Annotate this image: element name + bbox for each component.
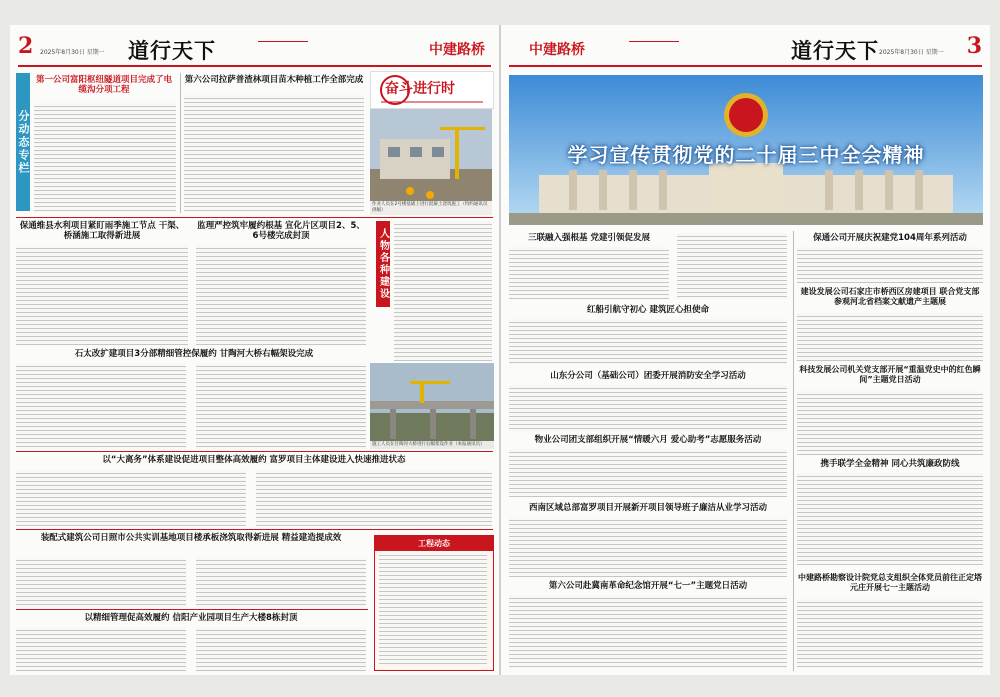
right-page	[501, 25, 990, 675]
left-sidebar-label-2: 人物各种建设	[376, 221, 390, 307]
left-date-line: 2025年8月30日 星期一	[40, 49, 105, 56]
feature-badge	[370, 71, 494, 109]
article-r7-body	[797, 247, 983, 283]
headline-h2: 第六公司拉萨普渣林项目苗木种植工作全部完成	[184, 75, 364, 85]
section-rule	[16, 609, 368, 610]
right-section-title: 中建路桥	[529, 42, 585, 58]
headline-h3: 保通维县水利项目紧盯雨季施工节点 干渠、桥涵施工取得新进展	[19, 221, 185, 242]
article-h7-body-2	[196, 557, 366, 607]
article-h2-body	[184, 95, 364, 213]
article-h8-body-2	[196, 627, 366, 671]
headline-h1: 第一公司富阳枢纽隧道项目完成了电缆沟分项工程	[35, 75, 172, 96]
left-page	[10, 25, 499, 675]
right-page-number: 3	[966, 33, 982, 59]
article-h5-body	[16, 363, 186, 449]
headline-r1: 三联融入强根基 党建引领促发展	[528, 233, 650, 243]
headline-r11: 中建路桥勘察设计院党总支组织全体党员前往正定塔元庄开展七一主题活动	[798, 573, 982, 592]
article-r10-body	[797, 473, 983, 565]
headline-h6: 以“大离务”体系建设促进项目整体高效履约 富罗项目主体建设进入快速推进状态	[102, 455, 406, 465]
headline-r5: 西南区域总部富罗项目开展新开项目领导班子廉洁从业学习活动	[528, 503, 767, 513]
column-divider	[793, 231, 794, 671]
left-header	[18, 31, 491, 67]
section-rule	[16, 451, 493, 452]
headline-r9: 科技发展公司机关党支部开展“重温党史中的红色瞬间”主题党日活动	[799, 365, 981, 384]
article-r5-body	[509, 517, 787, 577]
article-h1-body	[34, 103, 176, 213]
headline-r7: 保通公司开展庆祝建党104周年系列活动	[813, 233, 967, 243]
article-r6-body	[509, 595, 787, 669]
headline-r10: 携手联学全金精神 同心共筑廉政防线	[820, 459, 960, 469]
article-r1-body-2	[677, 233, 787, 299]
headline-r4: 物业公司团支部组织开展“情暖六月 爱心助考”志愿服务活动	[534, 435, 762, 445]
article-h8-body	[16, 627, 186, 671]
banner-title: 学习宣传贯彻党的二十届三中全会精神	[567, 143, 925, 167]
article-h3-body	[16, 245, 188, 345]
article-r4-body	[509, 449, 787, 497]
article-r2-body	[509, 319, 787, 365]
article-r1-body	[509, 247, 669, 299]
right-header-divider	[629, 41, 679, 42]
photo-construction-image	[370, 109, 492, 215]
badge-label: 奋斗进行时	[385, 81, 455, 97]
headline-r3: 山东分公司（基础公司）团委开展消防安全学习活动	[550, 371, 746, 381]
banner	[509, 75, 983, 225]
headline-r8: 建设发展公司石家庄市桥西区房建项目 联合党支部参观河北省档案文献遗产主题展	[800, 287, 980, 306]
headline-h5: 石太改扩建项目3分部精细管控保履约 甘陶河大桥右幅架设完成	[74, 349, 314, 359]
left-page-number: 2	[18, 33, 34, 59]
article-r9-body	[797, 391, 983, 455]
article-h6-body-2	[256, 470, 492, 526]
right-header	[509, 31, 982, 67]
sidebar-2-body	[394, 221, 492, 361]
left-header-divider	[258, 41, 308, 42]
article-r3-body	[509, 385, 787, 431]
photo-construction-site	[370, 109, 492, 215]
article-h4-body	[196, 245, 366, 345]
article-r8-body	[797, 313, 983, 361]
work-news-box	[374, 535, 494, 671]
left-masthead: 道行天下	[128, 38, 216, 63]
work-box-title: 工程动态	[375, 536, 493, 551]
article-h7-body	[16, 557, 186, 607]
section-rule	[16, 217, 493, 218]
column-divider	[180, 73, 181, 213]
left-sidebar-label-1: 分动态专栏	[16, 73, 30, 211]
photo-bridge-image	[370, 363, 494, 449]
work-box-body	[379, 552, 487, 664]
headline-r2: 红船引航守初心 建筑匠心担使命	[587, 305, 709, 315]
photo-bridge	[370, 363, 494, 449]
headline-r6: 第六公司赴冀南革命纪念馆开展“七一”主题党日活动	[548, 581, 748, 591]
article-h5-body-2	[196, 363, 366, 449]
right-date-line: 2025年8月30日 星期一	[879, 49, 944, 56]
right-masthead: 道行天下	[791, 38, 879, 63]
article-h6-body	[16, 470, 246, 526]
headline-h8: 以精细管理促高效履约 信阳产业园项目生产大楼8栋封顶	[84, 613, 298, 623]
section-rule	[16, 529, 493, 530]
headline-h7: 装配式建筑公司日照市公共实训基地项目楼承板浇筑取得新进展 精益建造提成效	[40, 533, 342, 543]
caption-3: 施工人员在甘陶河大桥进行右幅架设作业（本报通讯员）	[370, 441, 494, 449]
left-section-title: 中建路桥	[429, 42, 485, 58]
article-r11-body	[797, 599, 983, 669]
headline-h4: 监理严控筑牢履约根基 宣化片区项目2、5、6号楼完成封顶	[197, 221, 365, 242]
caption-1: 作业人员在2号楼基础上进行混凝土浇筑施工（特约通讯员供稿）	[370, 201, 492, 215]
